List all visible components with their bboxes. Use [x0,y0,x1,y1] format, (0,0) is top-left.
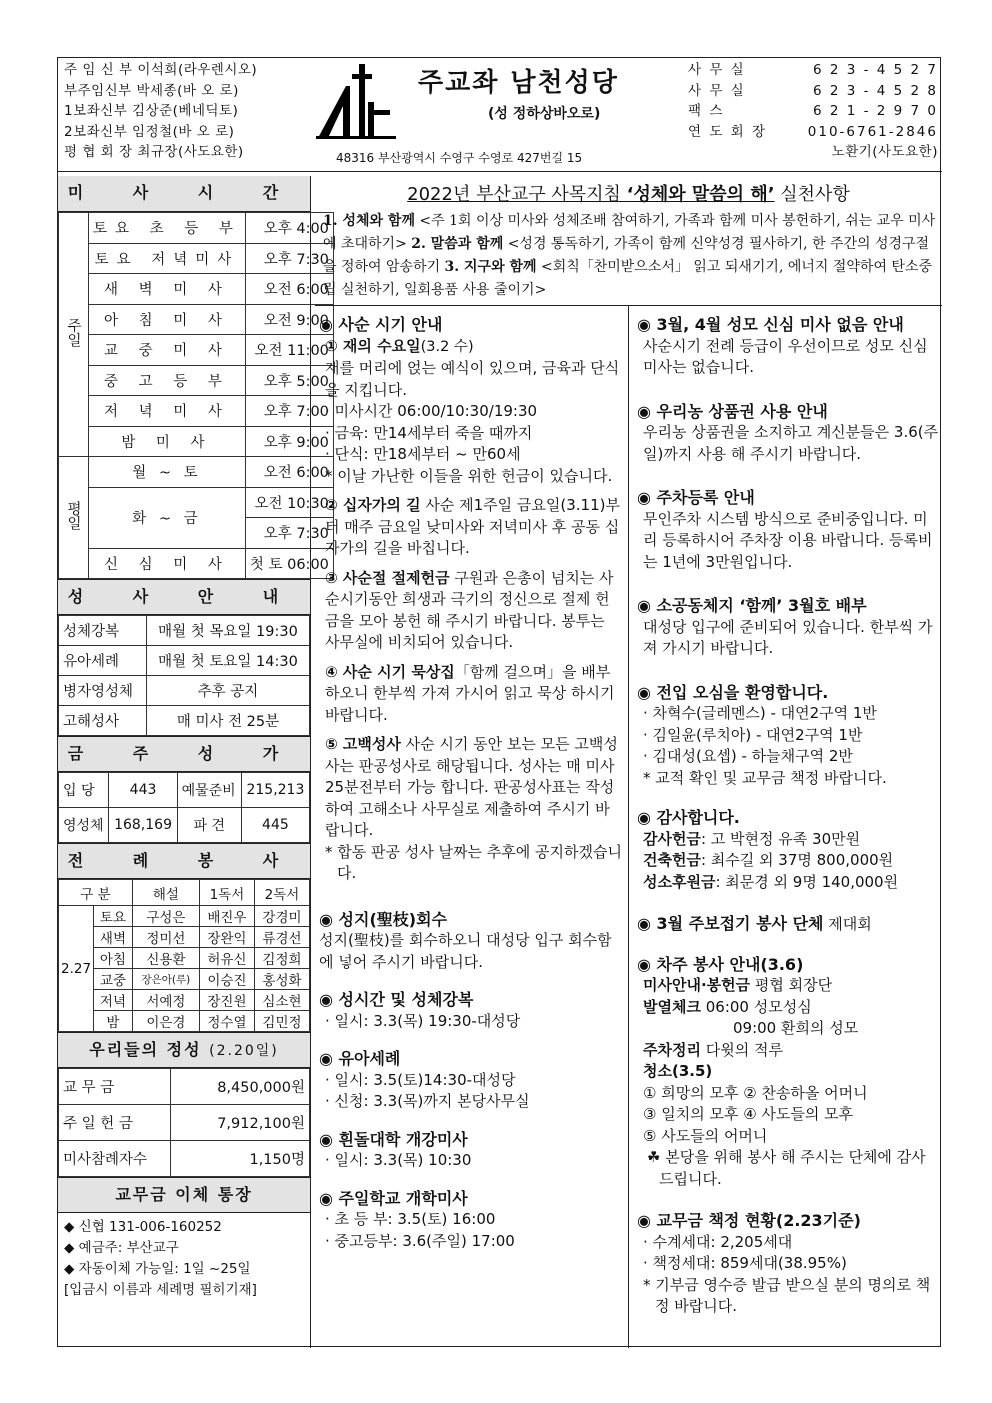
contact-row [688,122,938,143]
mass-time: 오전 6:00 [245,274,333,305]
contact-label: 사 무 실 [688,62,746,78]
mass-time: 오전 10:30 [245,487,333,518]
donation-detail: : 최수길 외 37명 800,000원 [700,851,894,869]
contact-value: 6 2 3 - 4 5 2 7 [812,62,938,78]
duty-value: 다윗의 적루 [700,1040,783,1059]
serving-cell: 새벽 [94,927,133,948]
donation-type: 성소후원금 [643,872,716,891]
mass-time: 첫 토 06:00 [245,548,333,579]
notice-list-item: · 단식: 만18세부터 ~ 만60세 [325,445,521,463]
mass-label: 중 고 등 부 [89,365,246,396]
welcome-notice [637,682,939,790]
serving-cell: 강경미 [254,906,309,927]
notice-text: 사순시기 전례 등급이 우선이므로 성모 신심 미사는 없습니다. [643,336,928,376]
column-divider [628,306,629,1348]
serving-cell: 토요 [94,906,133,927]
notice-date: (3.2 수) [420,338,474,355]
notice-text: 무인주차 시스템 방식으로 준비중입니다. 미리 등록하시어 주차장 이용 바랍니다. 등록비는 1년에 3만원입니다. [643,509,933,571]
hymns-title: 금 주 성 가 [58,736,310,772]
sacrament-value: 매월 첫 목요일 19:30 [147,616,310,646]
cleaning-group: ③ 일치의 모후 ④ 사도들의 모후 [643,1105,854,1123]
hymn-number: 168,169 [109,808,177,843]
notice-list-item: · 김일윤(루치아) - 대연2구역 1반 [643,725,863,744]
staff-item: 2보좌신부 임정철(바 오 로) [64,123,235,140]
contact-value: 010-6761-2846 [807,123,938,140]
sacrament-label: 고해성사 [59,706,147,736]
notice-title: ◉ 주일학교 개학미사 [319,1188,468,1208]
community-paper-notice [637,595,939,660]
serving-cell: 김정희 [254,948,309,969]
serving-cell: 교중 [94,969,133,990]
notice-list-item: * 이날 가난한 이들을 위한 헌금이 있습니다. [325,466,613,485]
serving-cell: 배진우 [199,906,254,927]
banner-title-emph: ‘성체와 말씀의 해’ [626,184,775,205]
serving-header: 구 분 [59,880,133,906]
hymn-number: 443 [109,773,177,808]
notice-list-item: · 신청: 3.3(목)까지 본당사무실 [325,1092,530,1110]
donation-detail: : 고 박현정 유족 30만원 [700,829,861,848]
banner-point: 3. 지구와 함께 [444,259,537,275]
right-column [637,314,939,1334]
contact-label: 팩 스 [688,103,725,119]
notice-list-item: · 일시: 3.3(목) 19:30-대성당 [325,1011,521,1030]
sunday-school-notice [319,1188,623,1253]
middle-column [319,314,623,1268]
notice-subtitle: ⑤ 고백성사 [325,735,401,753]
serving-cell: 류경선 [254,927,309,948]
dues-status-notice [637,1210,939,1318]
mass-label: 토요 초 등 부 [89,213,246,244]
contact-row [688,60,938,81]
brand [418,62,688,123]
staff-item: 부주임신부 박세종(바 오 로) [64,82,239,99]
hymn-number: 445 [241,808,309,843]
notice-title: ◉ 3월 주보접기 봉사 단체 [637,914,824,933]
mass-label: 교 중 미 사 [89,335,246,366]
church-logo-icon [316,62,398,142]
duty-value: 09:00 환희의 성모 [733,1019,859,1037]
sunday-label: 주일 [59,213,89,457]
notice-list-item: * 교적 확인 및 교무금 책정 바랍니다. [643,768,887,787]
mass-times-title: 미 사 시 간 [58,176,310,212]
cleaning-group: ⑤ 사도들의 어머니 [643,1126,768,1145]
serving-cell: 장진원 [199,990,254,1011]
serving-cell: 정수열 [199,1011,254,1032]
banner-point-text: <주 1회 이상 미사와 성체조배 참여하기, 가족과 함께 미사 봉헌하기, 쉬는 교우 미사에 초대하기> [323,213,936,252]
next-week-notice [637,954,939,1191]
offering-label: 미사참례자수 [59,1141,171,1177]
staff-list [64,60,314,163]
header [58,58,942,172]
notice-title: ◉ 주차등록 안내 [637,488,755,507]
serving-header: 해설 [132,880,199,906]
notice-text: 우리농 상품권을 소지하고 계신분들은 3.6(주일)까지 사용 해 주시기 바랍니다. [643,423,939,463]
notice-list-item: · 책정세대: 859세대(38.95%) [643,1254,847,1272]
sacrament-value: 매월 첫 토요일 14:30 [147,646,310,676]
account-line: ◆ 자동이체 가능일: 1일 ~25일 [64,1261,251,1277]
notice-list-item: * 기부금 영수증 발급 받으실 분의 명의로 책정 바랍니다. [643,1275,931,1315]
serving-cell: 정미선 [132,927,199,948]
weekday-label: 평일 [59,457,89,579]
notice-text: 구원과 은총이 넘치는 사순시기동안 희생과 극기의 정신으로 절제 헌금을 모아 봉헌 해 주시기 바랍니다. 봉투는 사무실에 비치되어 있습니다. [325,568,614,651]
serving-cell: 서예정 [132,990,199,1011]
parking-notice [637,487,939,573]
notice-text: 재를 머리에 얹는 예식이 있으며, 금육과 단식을 지킵니다. [325,359,620,399]
banner-point: 1. 성체와 함께 [323,213,415,229]
notice-title: ◉ 사순 시기 안내 [319,315,443,334]
contact-value: 6 2 3 - 4 5 2 8 [812,82,938,99]
baptism-notice [319,1048,623,1113]
serving-cell: 밤 [94,1011,133,1032]
mass-time: 오후 5:00 [245,365,333,396]
lent-notice [319,314,623,885]
notice-text: 성지(聖枝)를 회수하오니 대성당 입구 회수함에 넣어 주시기 바랍니다. [319,931,612,971]
offering-date: (2.20일) [209,1043,279,1059]
mass-time: 오후 7:00 [245,396,333,427]
offering-value: 1,150명 [171,1141,310,1177]
account-line: [입금시 이름과 세례명 필히기재] [64,1282,257,1298]
notice-subtitle: ② 십자가의 길 [325,496,421,514]
notice-list-item: · 수계세대: 2,205세대 [643,1232,793,1251]
notice-title: ◉ 소공동체지 ‘함께’ 3월호 배부 [637,596,867,615]
serving-cell: 저녁 [94,990,133,1011]
sacrament-label: 성체강복 [59,616,147,646]
notice-list-item: · 중고등부: 3.6(주일) 17:00 [325,1231,515,1250]
palm-notice [319,909,623,974]
account-line: ◆ 예금주: 부산교구 [64,1240,179,1256]
contacts [688,60,938,163]
patron-saint: (성 정하상바오로) [488,106,601,122]
serving-cell: 김민정 [254,1011,309,1032]
donation-type: 감사헌금 [643,829,701,848]
left-column [58,176,329,1348]
serving-cell: 구성은 [132,906,199,927]
notice-title: ◉ 우리농 상품권 사용 안내 [637,401,828,421]
serving-cell: 이승진 [199,969,254,990]
sacrament-value: 매 미사 전 25분 [147,706,310,736]
notice-list-item: · 금육: 만14세부터 죽을 때까지 [325,423,533,442]
mass-time: 오후 9:00 [245,426,333,457]
staff-item: 평 협 회 장 최규장(사도요한) [64,144,244,160]
notice-list-item: · 초 등 부: 3.5(토) 16:00 [325,1210,496,1228]
sacrament-value: 추후 공지 [147,676,310,706]
offering-label: 주 일 헌 금 [59,1105,171,1141]
contact-value: 6 2 1 - 2 9 7 0 [812,103,938,119]
mass-label: 신 심 미 사 [89,548,246,579]
notice-title: ◉ 성지(聖枝)회수 [319,909,447,929]
notice-title: ◉ 흰돌대학 개강미사 [319,1129,468,1149]
account-info [58,1213,310,1305]
mass-times-table [58,212,334,579]
notice-text: 사순 시기 동안 보는 모든 고백성사는 판공성사로 해당됩니다. 성사는 매 미사 25분전부터 가능 합니다. 판공성사표는 작성하여 고해소나 사무실로 제출하여 주시기 바랍니다. [325,735,618,839]
duty-value: 평협 회장단 [750,976,833,994]
notice-date: (2.23기준) [775,1211,861,1230]
notice-title: ◉ 전입 오심을 환영합니다. [637,682,829,702]
serving-cell: 심소현 [254,990,309,1011]
serving-header: 1독서 [199,880,254,906]
notice-text: 「함께 걸으며」을 배부하오니 한부씩 가져 가시어 읽고 묵상 하시기 바랍니다. [325,662,615,724]
offering-table [58,1068,310,1177]
serving-cell: 이은경 [132,1011,199,1032]
serving-cell: 홍성화 [254,969,309,990]
hymn-number: 215,213 [241,773,309,808]
notice-text: 대성당 입구에 준비되어 있습니다. 한부씩 가져 가시기 바랍니다. [643,617,933,657]
hymns-table [58,772,310,843]
mass-time: 오전 9:00 [245,304,333,335]
donation-detail: : 최문경 외 9명 140,000원 [715,872,899,891]
mass-time: 오후 7:30 [245,243,333,274]
notice-subtitle: ① 재의 수요일 [325,336,421,355]
mass-label: 저 녁 미 사 [89,396,246,427]
notice-title: ◉ 성시간 및 성체강복 [319,990,474,1009]
banner-point: 2. 말씀과 함께 [411,236,504,252]
offering-title-text: 우리들의 정성 [89,1040,202,1059]
account-title: 교무금 이체 통장 [58,1177,310,1213]
notice-text: 제대회 [823,915,872,933]
banner-title-pre: 2022년 부산교구 사목지침 [407,184,627,205]
serving-cell: 아침 [94,948,133,969]
sacraments-table [58,615,310,736]
sacrament-label: 유아세례 [59,646,147,676]
hymn-label: 파 견 [177,808,241,843]
notice-text: 사순 제1주일 금요일(3.11)부터 매주 금요일 낮미사와 저녁미사 후 공동 십자가의 길을 바칩니다. [325,496,620,557]
donation-type: 건축헌금 [643,851,701,869]
hymn-label: 영성체 [59,808,109,843]
folding-notice [637,913,939,936]
district-head: 노환기(사도요한) [831,144,938,160]
contact-label: 연 도 회 장 [688,123,768,140]
account-line: ◆ 신협 131-006-160252 [64,1219,222,1235]
offering-value: 7,912,100원 [171,1105,310,1141]
banner-text [315,206,942,302]
mass-label: 토요 저녁미사 [89,243,246,274]
notice-subtitle: ③ 사순절 절제헌금 [325,568,450,587]
mass-time: 오후 4:00 [245,213,333,244]
notice-subtitle: ④ 사순 시기 묵상집 [325,662,455,681]
serving-table [58,879,310,1032]
right-area [315,176,942,1348]
duty-label: 미사안내·봉헌금 [643,976,751,994]
notice-title: ◉ 교무금 책정 현황 [637,1211,776,1230]
banner-title [315,176,942,206]
parish-name: 주교좌 남천성당 [418,68,619,98]
sacrament-label: 병자영성체 [59,676,147,706]
hymn-label: 입 당 [59,773,109,808]
cleaning-group: ① 희망의 모후 ② 찬송하올 어머니 [643,1083,868,1102]
hymn-label: 예물준비 [177,773,241,808]
notice-list-item: · 일시: 3.3(목) 10:30 [325,1151,472,1169]
offering-value: 8,450,000원 [171,1069,310,1105]
mass-label: 월 ~ 토 [89,457,246,488]
mass-label: 화 ~ 금 [89,487,246,548]
notice-title: ◉ 유아세례 [319,1049,401,1068]
serving-date: 2.27 [59,906,94,1032]
thanks-notice [637,807,939,893]
mass-label: 아 침 미 사 [89,304,246,335]
notice-list-item: · 차혁수(글레멘스) - 대연2구역 1반 [643,704,877,722]
notice-list-item: ☘ 본당을 위해 봉사 해 주시는 단체에 감사 드립니다. [647,1148,926,1188]
serving-cell: 장은아(루) [132,969,199,990]
offering-label: 교 무 금 [59,1069,171,1105]
contact-label: 사 무 실 [688,82,746,99]
staff-item: 주 임 신 부 이석희(라우렌시오) [64,62,258,78]
duty-value: 06:00 성모성심 [700,997,812,1016]
notice-list-item: · 미사시간 06:00/10:30/19:30 [325,402,538,420]
contact-row [688,81,938,102]
notice-title: ◉ 차주 봉사 안내(3.6) [637,954,804,974]
banner-point-text: <회칙「찬미받으소서」 읽고 되새기기, 에너지 절약하여 탄소중립 실천하기, 일회용품 사용 줄이기> [323,259,932,298]
mass-time: 오후 7:30 [245,518,333,549]
sacraments-title: 성 사 안 내 [58,579,310,615]
address: 48316 부산광역시 수영구 수영로 427번길 15 [336,151,583,165]
pastoral-banner [315,176,942,306]
mass-time: 오전 6:00 [245,457,333,488]
mass-time: 오전 11:00 [245,335,333,366]
staff-item: 1보좌신부 김상준(베네딕토) [64,103,239,119]
serving-cell: 장완익 [199,927,254,948]
duty-label: 발열체크 [643,997,701,1016]
bulletin-page [57,57,941,1347]
contact-row [688,101,938,122]
no-marian-mass-notice [637,314,939,379]
mass-label: 새 벽 미 사 [89,274,246,305]
notice-list-item: * 합동 판공 성사 날짜는 추후에 공지하겠습니다. [325,842,622,882]
serving-cell: 신용환 [132,948,199,969]
serving-header: 2독서 [254,880,309,906]
notice-title: ◉ 3월, 4월 성모 신심 미사 없음 안내 [637,315,904,334]
holy-hour-notice [319,989,623,1032]
duty-label: 주차정리 [643,1040,701,1059]
university-notice [319,1129,623,1172]
notice-title: ◉ 감사합니다. [637,808,740,827]
banner-point-text: <성경 통독하기, 가족이 함께 신약성경 필사하기, 한 주간의 성경구절을 정하여 암송하기 [323,236,930,275]
mass-label: 밤 미 사 [89,426,246,457]
duty-label: 청소(3.5) [643,1062,713,1080]
offering-title [58,1032,310,1068]
notice-list-item: · 일시: 3.5(토)14:30-대성당 [325,1070,516,1089]
notice-list-item: · 김대성(요셉) - 하늘채구역 2반 [643,747,853,765]
banner-title-post: 실천사항 [774,184,850,205]
voucher-notice [637,401,939,466]
serving-cell: 허유신 [199,948,254,969]
serving-title: 전 례 봉 사 [58,843,310,879]
